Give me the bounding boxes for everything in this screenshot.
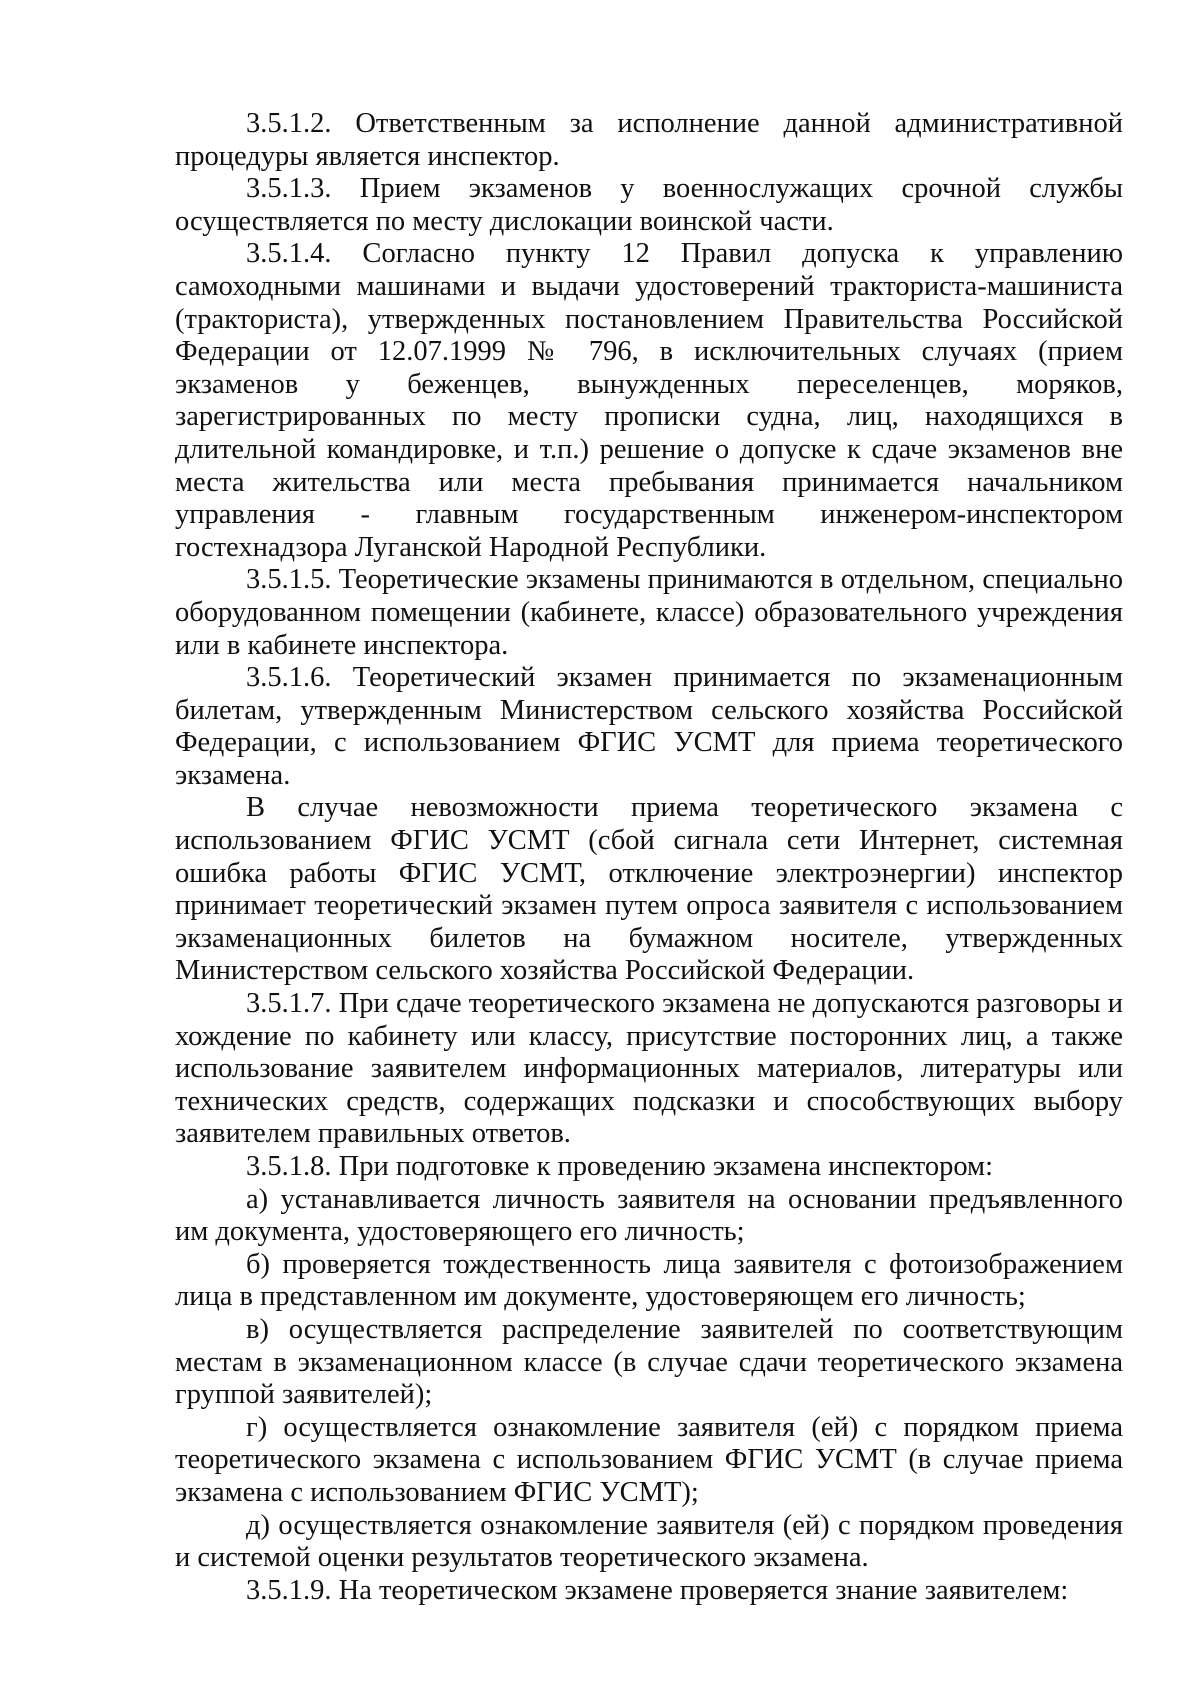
list-item-a: а) устанавливается личность заявителя на основании предъявленного им документа, удостоверяющего его личность; — [175, 1183, 1123, 1248]
paragraph-3-5-1-2: 3.5.1.2. Ответственным за исполнение данной административной процедуры является инспектор. — [175, 108, 1123, 172]
paragraph-3-5-1-9: 3.5.1.9. На теоретическом экзамене проверяется знание заявителем: — [246, 1574, 1069, 1606]
paragraph-3-5-1-7: 3.5.1.7. При сдаче теоретического экзамена не допускаются разговоры и хождение по кабинету или классу, присутствие посторонних лиц, а также использование заявителем информационных материалов, литературы или технических средств, содержащих подсказки и способствующих выбору заявителем правильных ответов. — [175, 988, 1123, 1150]
paragraph-3-5-1-6-continued: В случае невозможности приема теоретического экзамена с использованием ФГИС УСМТ (сбой сигнала сети Интернет, системная ошибка работы ФГИС УСМТ, отключение электроэнергии) инспектор принимает теоретический экзамен путем опроса заявителя с использованием экзаменационных билетов на бумажном носителе, утвержденных Министерством сельского хозяйства Российской Федерации. — [175, 792, 1123, 987]
paragraph-3-5-1-4: 3.5.1.4. Согласно пункту 12 Правил допуска к управлению самоходными машинами и выдачи удостоверений тракториста-машиниста (тракториста), утвержденных постановлением Правительства Российской Федерации от 12.07.1999 № 796, в исключительных случаях (прием экзаменов у беженцев, вынужденных переселенцев, моряков, зарегистрированных по месту прописки судна, лиц, находящихся в длительной командировке, и т.п.) решение о допуске к сдаче экзаменов вне места жительства или места пребывания принимается начальником управления - главным государственным инженером-инспектором гостехнадзора Луганской Народной Республики. — [175, 238, 1123, 563]
list-item-d: д) осуществляется ознакомление заявителя (ей) с порядком проведения и системой оценки результатов теоретического экзамена. — [175, 1509, 1123, 1574]
list-item-b: б) проверяется тождественность лица заявителя с фотоизображением лица в представленном им документе, удостоверяющем его личность; — [175, 1248, 1123, 1313]
document-page — [175, 108, 1123, 1607]
paragraph-3-5-1-5: 3.5.1.5. Теоретические экзамены принимаются в отдельном, специально оборудованном помещении (кабинете, классе) образовательного учреждения или в кабинете инспектора. — [175, 564, 1123, 661]
paragraph-3-5-1-6: 3.5.1.6. Теоретический экзамен принимается по экзаменационным билетам, утвержденным Министерством сельского хозяйства Российской Федерации, с использованием ФГИС УСМТ для приема теоретического экзамена. — [175, 662, 1123, 791]
paragraph-3-5-1-3: 3.5.1.3. Прием экзаменов у военнослужащих срочной службы осуществляется по месту дислокации воинской части. — [175, 173, 1123, 237]
paragraph-3-5-1-8: 3.5.1.8. При подготовке к проведению экзамена инспектором: — [246, 1151, 994, 1182]
list-item-g: г) осуществляется ознакомление заявителя (ей) с порядком приема теоретического экзамена с использованием ФГИС УСМТ (в случае приема экзамена с использованием ФГИС УСМТ); — [175, 1411, 1123, 1508]
list-item-v: в) осуществляется распределение заявителей по соответствующим местам в экзаменационном классе (в случае сдачи теоретического экзамена группой заявителей); — [175, 1313, 1123, 1411]
